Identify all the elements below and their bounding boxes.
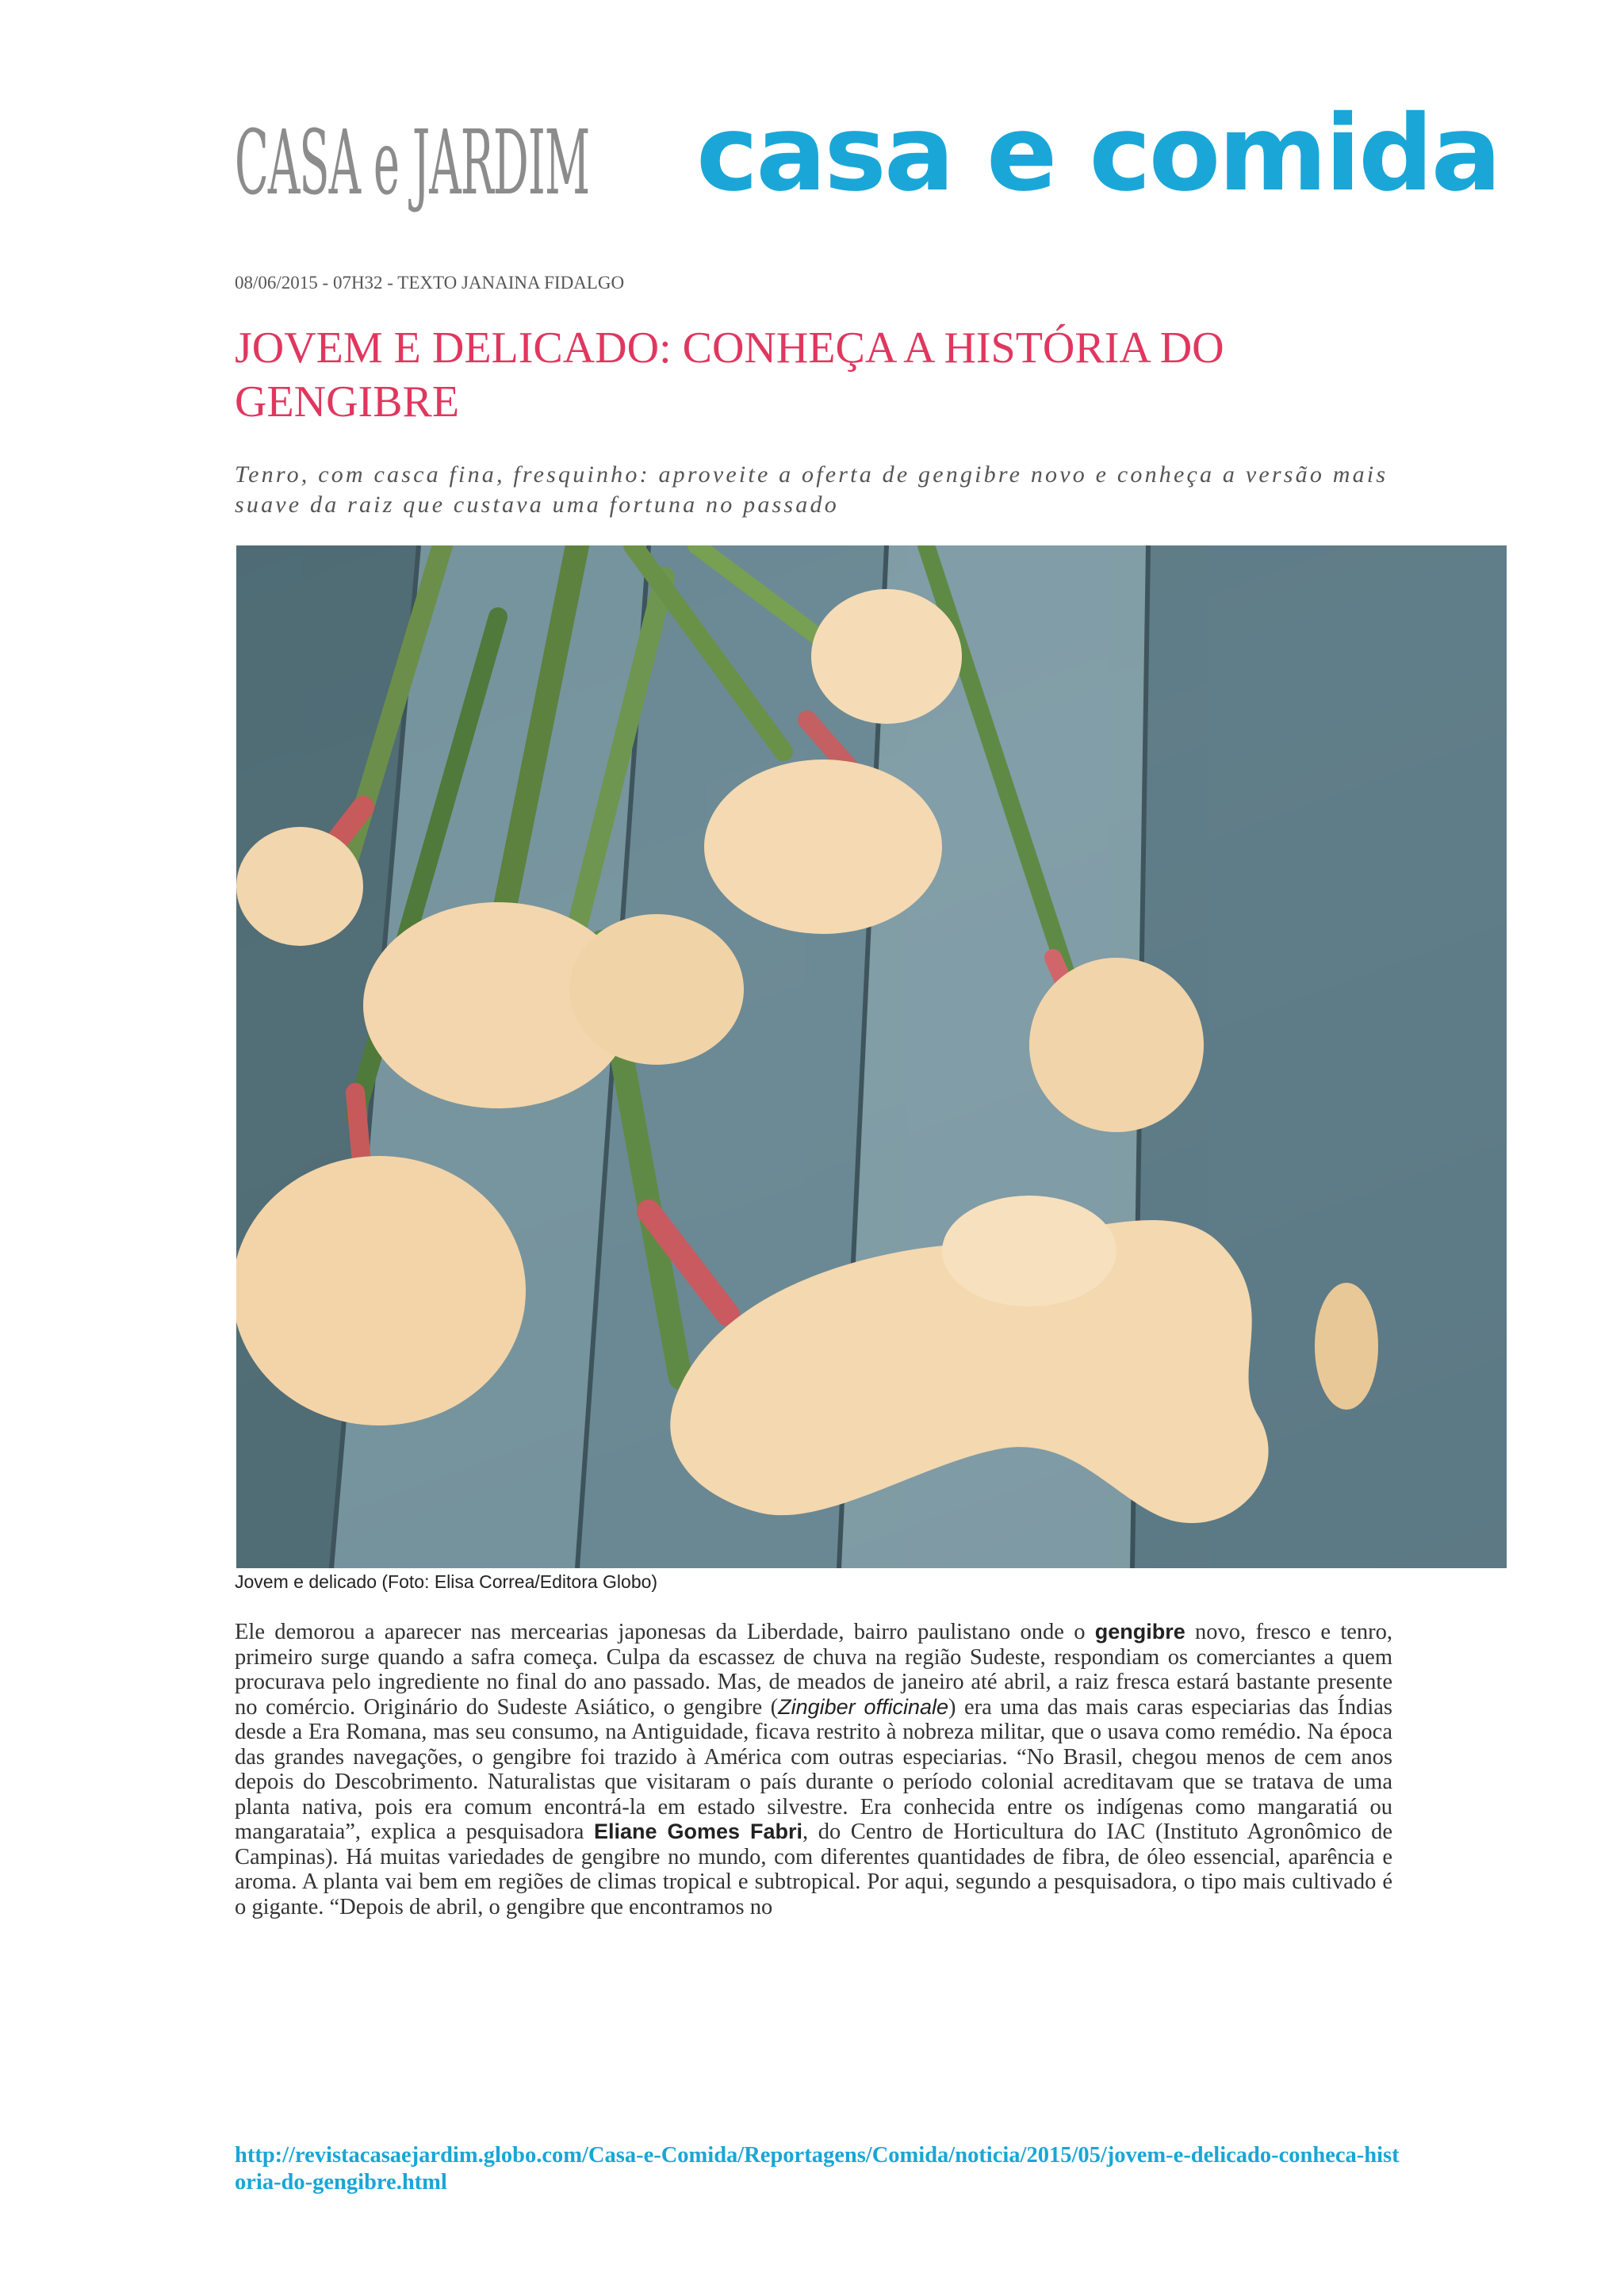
scientific-name: Zingiber officinale	[778, 1694, 949, 1719]
body-text-1: Ele demorou a aparecer nas mercearias japonesas da Liberdade, bairro paulistano onde o	[235, 1620, 1095, 1644]
article-headline: JOVEM E DELICADO: CONHEÇA A HISTÓRIA DO GENGIBRE	[235, 323, 1224, 427]
source-url-link[interactable]: http://revistacasaejardim.globo.com/Casa-e-Comida/Reportagens/Comida/noticia/2015/05/jovem-e-delicado-conheca-historia-do-gengibre.html	[235, 2143, 1400, 2195]
masthead	[235, 93, 1500, 222]
casa-e-jardim-logo-text: CASA e JARDIM	[235, 112, 590, 215]
article-body	[235, 1620, 1392, 1919]
ginger-illustration	[236, 545, 1507, 1568]
body-text-2: novo, fresco e tenro, primeiro surge quando a safra começa. Culpa da escassez de chuva na região Sudeste, respondiam os comerciantes a quem procurava pelo ingrediente no final do ano passado. Mas, de meados de janeiro até abril, a raiz fresca estará bastante presente no comércio. Originário do Sudeste Asiático, o gengibre (	[235, 1620, 1392, 1720]
ginger-photo	[236, 545, 1507, 1568]
photo-caption: Jovem e delicado (Foto: Elisa Correa/Editora Globo)	[235, 1571, 658, 1592]
body-text-3: ) era uma das mais caras especiarias das Índias desde a Era Romana, mas seu consumo, na Antiguidade, ficava restrito à nobreza militar, que o usava como remédio. Na época das grandes navegações, o gengibre foi trazido à América com outras especiarias. “No Brasil, chegou menos de cem anos depois do Descobrimento. Naturalistas que visitaram o país durante o período colonial acreditavam que se tratava de uma planta nativa, pois era comum encontrá-la em estado silvestre. Era conhecida entre os indígenas como mangaratiá ou mangarataia”, explica a pesquisadora	[235, 1694, 1392, 1844]
researcher-name-link[interactable]: Eliane Gomes Fabri	[594, 1820, 803, 1843]
casa-e-comida-logo	[696, 93, 1500, 215]
article-lede: Tenro, com casca fina, fresquinho: aproveite a oferta de gengibre novo e conheça a versão mais suave da raiz que custava uma fortuna no passado	[235, 461, 1388, 518]
casa-e-comida-logo-text: casa e comida	[696, 93, 1500, 215]
article-dateline: 08/06/2015 - 07H32 - TEXTO JANAINA FIDALGO	[235, 273, 625, 293]
body-text-4: , do Centro de Horticultura do IAC (Instituto Agronômico de Campinas). Há muitas variedades de gengibre no mundo, com diferentes quantidades de fibra, de óleo essencial, aparência e aroma. A planta vai bem em regiões de climas tropical e subtropical. Por aqui, segundo a pesquisadora, o tipo mais cultivado é o gigante. “Depois de abril, o gengibre que encontramos no	[235, 1820, 1392, 1919]
keyword-gengibre-link[interactable]: gengibre	[1094, 1620, 1185, 1644]
casa-e-jardim-logo	[235, 111, 589, 216]
